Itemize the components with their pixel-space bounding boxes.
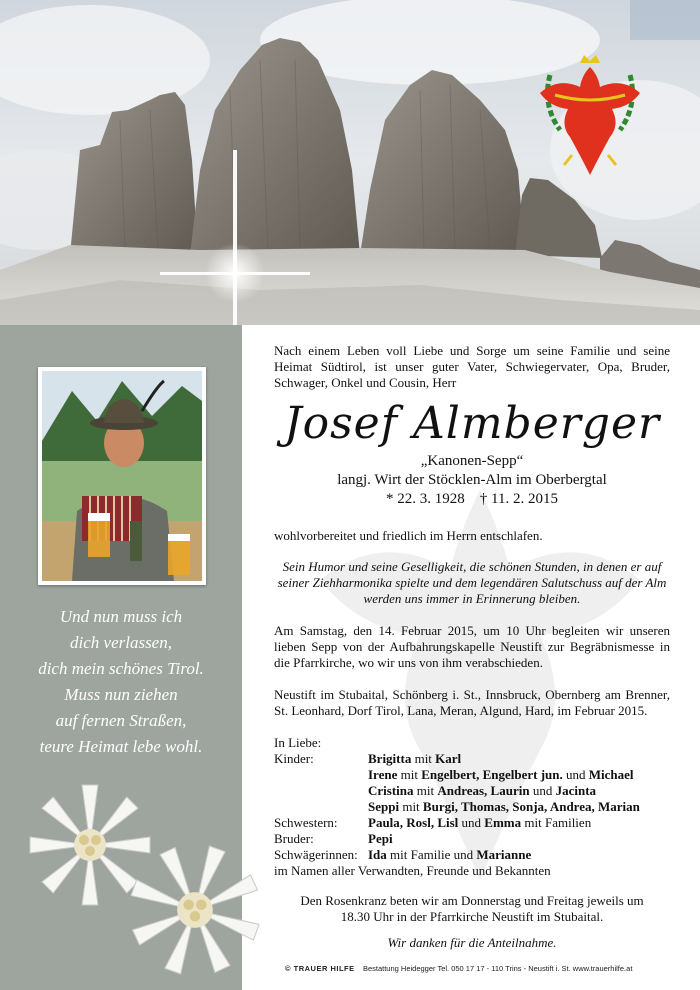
obituary-text [274,343,670,391]
relative-name: Marianne [476,847,532,862]
relatives-row [274,847,640,863]
edelweiss-icon [131,846,259,974]
portrait-photo [38,367,206,585]
birth-date: * 22. 3. 1928 [386,491,465,507]
relation-names [368,831,640,847]
memory-paragraph: Sein Humor und seine Geselligkeit, die schönen Stunden, in denen er auf seiner Ziehharmonika spielte und dem legendären Salutschuss auf der Alm werden uns immer in Erinnerung bleiben. [277,559,667,606]
relative-name: Cristina [368,783,414,798]
connector-text: mit [411,751,436,766]
relatives-row [274,751,640,815]
relation-names [368,815,640,831]
connector-text: mit [413,783,438,798]
relative-name: Ida [368,847,387,862]
portrait-illustration [42,371,202,581]
intro-paragraph: Nach einem Leben voll Liebe und Sorge um seine Familie und seine Heimat Südtirol, ist unser guter Vater, Schwiegervater, Opa, Bruder, Schwager, Onkel und Cousin, Herr [274,343,670,390]
connector-text: und [562,767,589,782]
poem-line: teure Heimat lebe wohl. [39,737,203,756]
relative-name: Seppi [368,799,400,814]
connector-text: und [529,783,556,798]
connector-text: und [458,815,485,830]
passed-line: wohlvorbereitet und friedlich im Herrn entschlafen. [274,528,543,543]
poem-line: auf fernen Straßen, [55,711,187,730]
relative-name: Karl [435,751,462,766]
children-line [368,751,640,767]
relative-name: Brigitta [368,751,412,766]
thanks-line: Wir danken für die Anteilnahme. [387,935,557,950]
relative-name: Michael [588,767,634,782]
relative-name: Engelbert, Engelbert jun. [421,767,563,782]
in-love-label: In Liebe: [274,735,322,750]
connector-text: mit Familien [521,815,592,830]
relation-label: Schwägerinnen: [274,847,358,862]
relation-label: Bruder: [274,831,314,846]
person-details [274,452,670,509]
rosary-paragraph: Den Rosenkranz beten wir am Donnerstag und Freitag jeweils um 18.30 Uhr in der Pfarrkirche Neustift im Stubaital. [300,893,644,924]
death-date: † 11. 2. 2015 [479,491,558,507]
places-paragraph: Neustift im Stubaital, Schönberg i. St., Innsbruck, Obernberg am Brenner, St. Leonhard, Dorf Tirol, Lana, Meran, Algund, Hard, im Februar 2015. [274,687,670,718]
relative-name: Paula, Rosl, Lisl [368,815,459,830]
relation-label: Schwestern: [274,815,338,830]
relatives-row [274,815,640,831]
poem-line: dich verlassen, [70,633,172,652]
connector-text: mit Familie und [386,847,477,862]
relative-name: Pepi [368,831,393,846]
edelweiss-icon [30,785,150,905]
poem-line: dich mein schönes Tirol. [38,659,204,678]
children-line [368,783,640,799]
deceased-name: Josef Almberger [283,398,661,449]
edelweiss-decoration [0,760,290,990]
relative-name: Jacinta [555,783,597,798]
footer-brand: © TRAUER HILFE [285,964,355,973]
connector-text: mit [397,767,422,782]
nickname: „Kanonen-Sepp“ [420,453,524,469]
relatives-table [274,751,640,863]
relation-names [368,751,640,815]
all-relatives-line: im Namen aller Verwandten, Freunde und Bekannten [274,863,551,878]
relation-names [368,847,640,863]
relative-name: Irene [368,767,398,782]
poem-line: Und nun muss ich [59,607,183,626]
footer-text: Bestattung Heidegger Tel. 050 17 17 - 110 Trins - Neustift i. St. www.trauerhilfe.at [362,964,633,973]
relative-name: Burgi, Thomas, Sonja, Andrea, Marian [422,799,640,814]
life-dates [274,490,670,509]
relative-name: Emma [484,815,522,830]
body-text [274,528,670,951]
connector-text: mit [399,799,423,814]
role-line: langj. Wirt der Stöcklen-Alm im Oberbergtal [337,472,607,488]
funeral-paragraph: Am Samstag, den 14. Februar 2015, um 10 Uhr begleiten wir unseren lieben Sepp von der Aufbahrungskapelle Neustift zur Begräbnismesse in die Pfarrkirche, wo wir uns von ihm verabschieden. [274,623,670,670]
poem-line: Muss nun ziehen [64,685,178,704]
relatives-row [274,831,640,847]
footer [285,964,675,973]
farewell-poem [18,604,224,760]
relative-name: Andreas, Laurin [437,783,530,798]
mountain-scene [0,0,700,325]
relation-label: Kinder: [274,751,314,766]
header-mountain-photo [0,0,700,325]
children-line [368,767,640,783]
children-line [368,799,640,815]
